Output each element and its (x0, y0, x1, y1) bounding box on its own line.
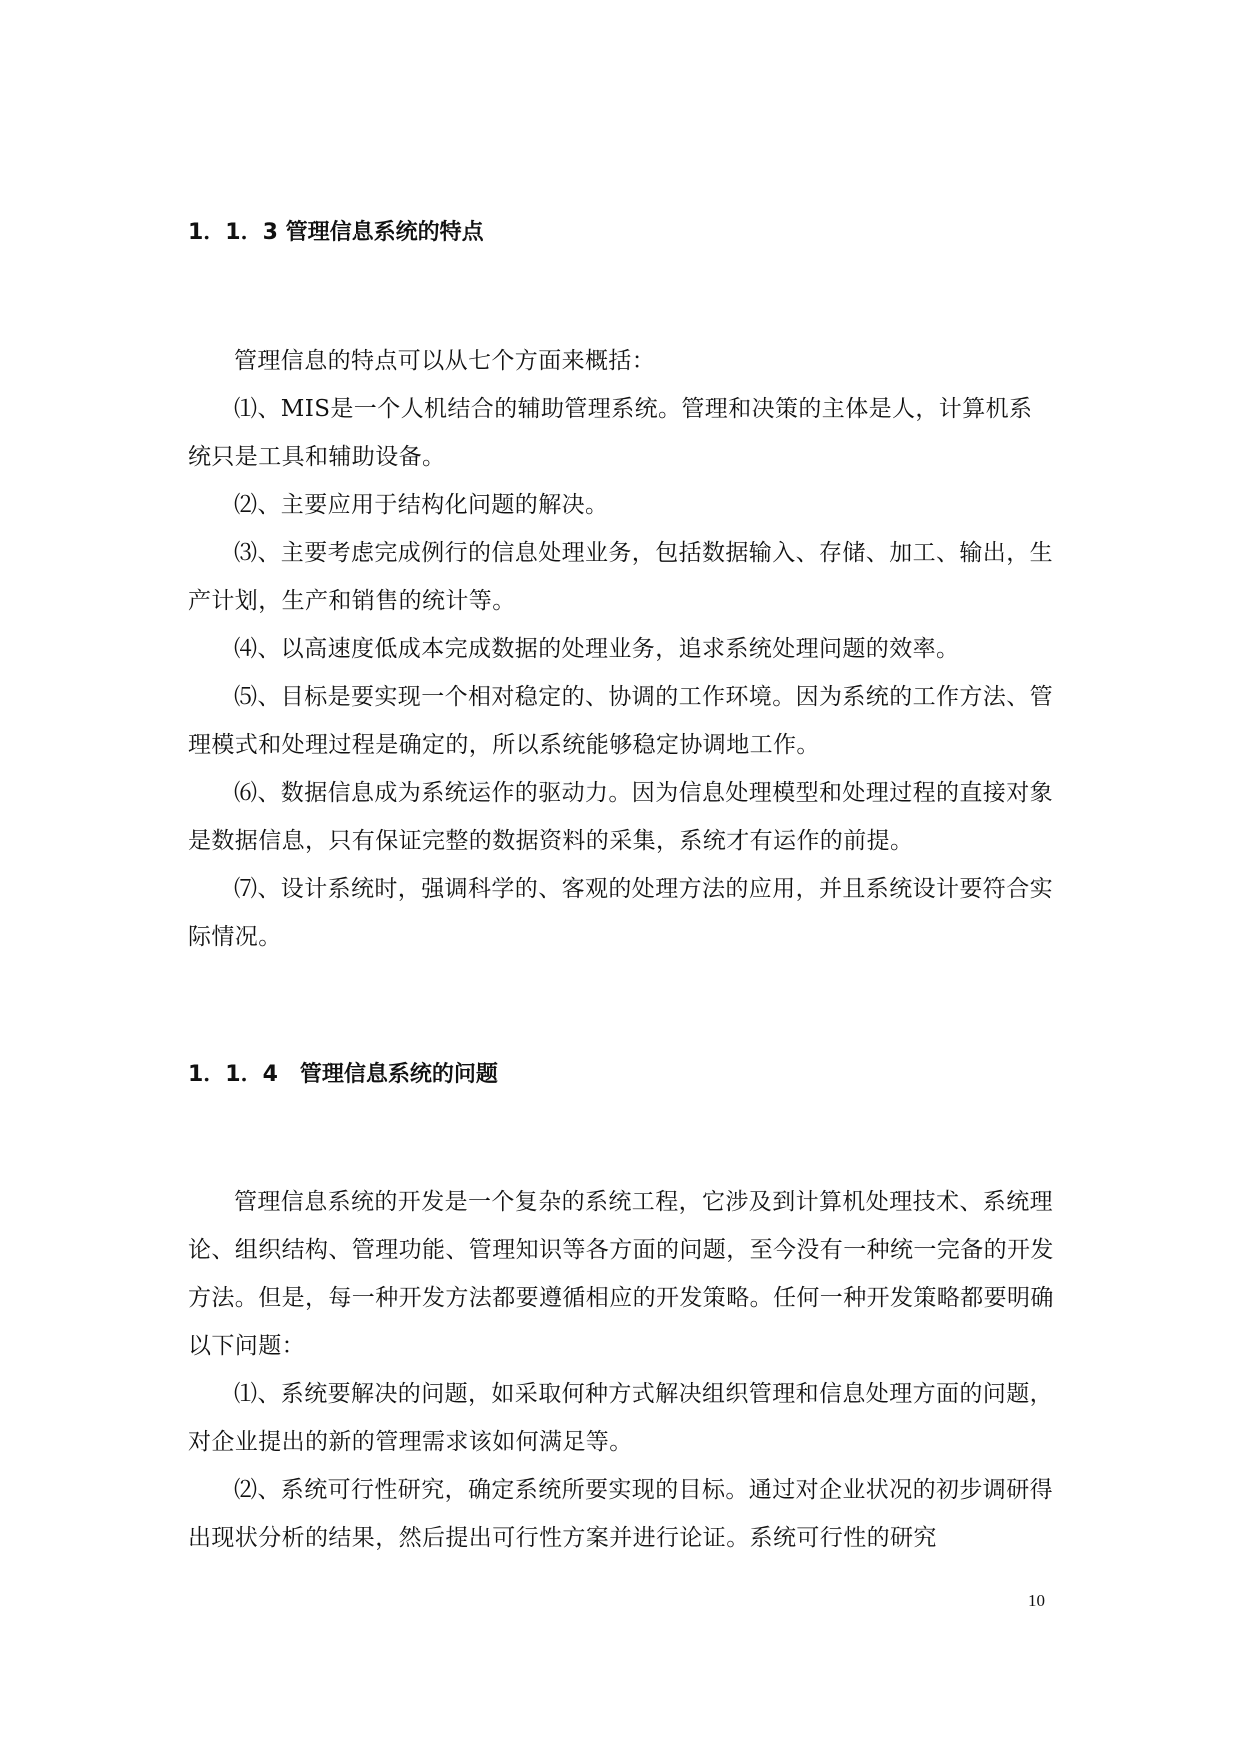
section-heading-1-1-4: 1．1．4 管理信息系统的问题 (188, 1062, 498, 1087)
paragraph-item-6: ⑹、数据信息成为系统运作的驱动力。因为信息处理模型和处理过程的直接对象是数据信息，只有保证完整的数据资料的采集，系统才有运作的前提。 (188, 780, 1053, 854)
paragraph-item-1: ⑴、MIS是一个人机结合的辅助管理系统。管理和决策的主体是人，计算机系统只是工具和辅助设备。 (188, 396, 1033, 470)
paragraph-item-7: ⑺、设计系统时，强调科学的、客观的处理方法的应用，并且系统设计要符合实际情况。 (188, 876, 1053, 950)
paragraph-intro: 管理信息系统的开发是一个复杂的系统工程，它涉及到计算机处理技术、系统理论、组织结构、管理功能、管理知识等各方面的问题，至今没有一种统一完备的开发方法。但是，每一种开发方法都要遵循相应的开发策略。任何一种开发策略都要明确以下问题： (188, 1189, 1054, 1359)
paragraph-item-5: ⑸、目标是要实现一个相对稳定的、协调的工作环境。因为系统的工作方法、管理模式和处理过程是确定的，所以系统能够稳定协调地工作。 (188, 684, 1053, 758)
page-number: 10 (1028, 1591, 1045, 1610)
paragraph-item-4: ⑷、以高速度低成本完成数据的处理业务，追求系统处理问题的效率。 (234, 636, 960, 662)
paragraph-item-2: ⑵、系统可行性研究，确定系统所要实现的目标。通过对企业状况的初步调研得出现状分析的结果，然后提出可行性方案并进行论证。系统可行性的研究 (188, 1477, 1053, 1551)
paragraph-item-3: ⑶、主要考虑完成例行的信息处理业务，包括数据输入、存储、加工、输出，生产计划，生产和销售的统计等。 (188, 540, 1053, 614)
section-heading-1-1-3: 1．1．3 管理信息系统的特点 (188, 220, 484, 245)
section-body-1-1-3 (188, 337, 1054, 961)
paragraph-item-1: ⑴、系统要解决的问题，如采取何种方式解决组织管理和信息处理方面的问题，对企业提出的新的管理需求该如何满足等。 (188, 1381, 1053, 1455)
paragraph-item-2: ⑵、主要应用于结构化问题的解决。 (234, 492, 609, 518)
paragraph-intro: 管理信息的特点可以从七个方面来概括： (234, 348, 656, 374)
section-body-1-1-4 (188, 1178, 1054, 1562)
